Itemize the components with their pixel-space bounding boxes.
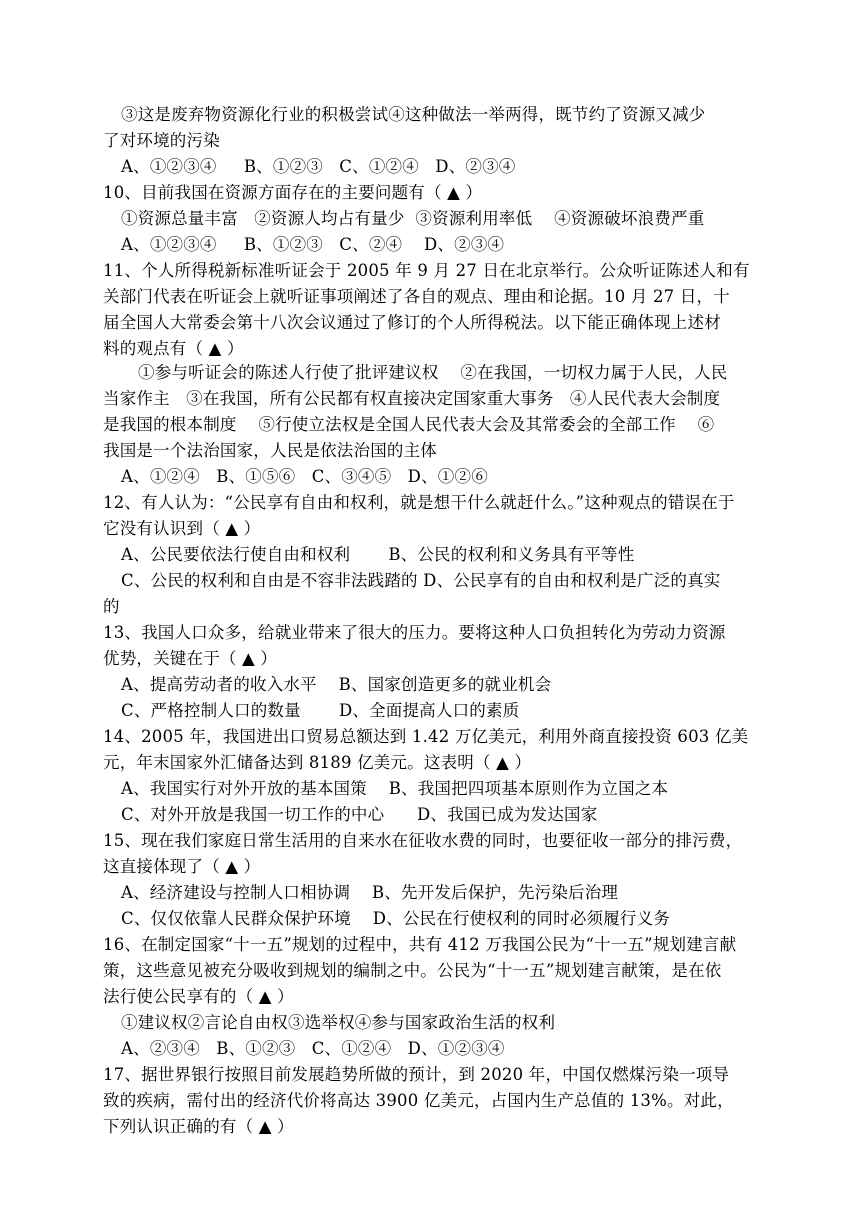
question-line: 12、有人认为：“公民享有自由和权利，就是想干什么就赶什么。”这种观点的错误在于 <box>103 493 735 512</box>
text-line: 这直接体现了（ ▲ ） <box>103 857 261 876</box>
text-line: 我国是一个法治国家，人民是依法治国的主体 <box>103 441 437 460</box>
option-line: A、公民要依法行使自由和权利 B、公民的权利和义务具有平等性 <box>121 545 635 564</box>
option-line: A、①②③④ B、①②③ C、①②④ D、②③④ <box>121 157 516 176</box>
question-line: 11、个人所得税新标准听证会于 2005 年 9 月 27 日在北京举行。公众听证陈述人和有 <box>103 261 750 280</box>
text-line: 届全国人大常委会第十八次会议通过了修订的个人所得税法。以下能正确体现上述材 <box>103 313 721 332</box>
text-line: ①建议权②言论自由权③选举权④参与国家政治生活的权利 <box>121 1013 556 1032</box>
option-line: C、公民的权利和自由是不容非法践踏的 D、公民享有的自由和权利是广泛的真实 <box>121 571 721 590</box>
text-line: ③这是废弃物资源化行业的积极尝试④这种做法一举两得，既节约了资源又减少 <box>121 105 706 124</box>
text-line: 元，年末国家外汇储备达到 8189 亿美元。这表明（ ▲ ） <box>103 753 532 772</box>
text-line: 法行使公民享有的（ ▲ ） <box>103 987 294 1006</box>
text-line: 它没有认识到（ ▲ ） <box>103 519 261 538</box>
text-line: ①参与听证会的陈述人行使了批评建议权 ②在我国，一切权力属于人民，人民 <box>138 363 728 382</box>
text-line: 当家作主 ③在我国，所有公民都有权直接决定国家重大事务 ④人民代表大会制度 <box>103 389 721 408</box>
question-line: 14、2005 年，我国进出口贸易总额达到 1.42 万亿美元，利用外商直接投资 603 亿美 <box>103 727 749 746</box>
text-line: 料的观点有（ ▲ ） <box>103 339 244 358</box>
text-line: 优势，关键在于（ ▲ ） <box>103 649 278 668</box>
option-line: A、我国实行对外开放的基本国策 B、我国把四项基本原则作为立国之本 <box>121 779 669 798</box>
question-line: 17、据世界银行按照目前发展趋势所做的预计，到 2020 年，中国仅燃煤污染一项导 <box>103 1065 730 1084</box>
text-line: 策，这些意见被充分吸收到规划的编制之中。公民为“十一五”规划建言献策，是在依 <box>103 961 722 980</box>
text-line: ①资源总量丰富 ②资源人均占有量少 ③资源利用率低 ④资源破坏浪费严重 <box>121 209 705 228</box>
text-line: 致的疾病，需付出的经济代价将高达 3900 亿美元，占国内生产总值的 13%。对此， <box>103 1091 734 1110</box>
option-line: A、提高劳动者的收入水平 B、国家创造更多的就业机会 <box>121 675 552 694</box>
option-line: C、严格控制人口的数量 D、全面提高人口的素质 <box>121 701 520 720</box>
question-line: 10、目前我国在资源方面存在的主要问题有（ ▲ ） <box>103 183 483 202</box>
question-line: 16、在制定国家“十一五”规划的过程中，共有 412 万我国公民为“十一五”规划建言献 <box>103 935 737 954</box>
text-line: 是我国的根本制度 ⑤行使立法权是全国人民代表大会及其常委会的全部工作 ⑥ <box>103 415 715 434</box>
option-line: A、②③④ B、①②③ C、①②④ D、①②③④ <box>121 1039 505 1058</box>
text-line: 关部门代表在听证会上就听证事项阐述了各自的观点、理由和论据。10 月 27 日，十 <box>103 287 730 306</box>
text-line: 了对环境的污染 <box>103 131 220 150</box>
option-line: C、仅仅依靠人民群众保护环境 D、公民在行使权利的同时必须履行义务 <box>121 909 671 928</box>
option-line: C、对外开放是我国一切工作的中心 D、我国已成为发达国家 <box>121 805 598 824</box>
question-line: 13、我国人口众多，给就业带来了很大的压力。要将这种人口负担转化为劳动力资源 <box>103 623 726 642</box>
question-line: 15、现在我们家庭日常生活用的自来水在征收水费的同时，也要征收一部分的排污费， <box>103 831 743 850</box>
option-line: A、①②③④ B、①②③ C、②④ D、②③④ <box>121 235 505 254</box>
text-line: 的 <box>103 597 120 616</box>
option-line: A、①②④ B、①⑤⑥ C、③④⑤ D、①②⑥ <box>121 467 488 486</box>
option-line: A、经济建设与控制人口相协调 B、先开发后保护，先污染后治理 <box>121 883 619 902</box>
text-line: 下列认识正确的有（ ▲ ） <box>103 1117 294 1136</box>
